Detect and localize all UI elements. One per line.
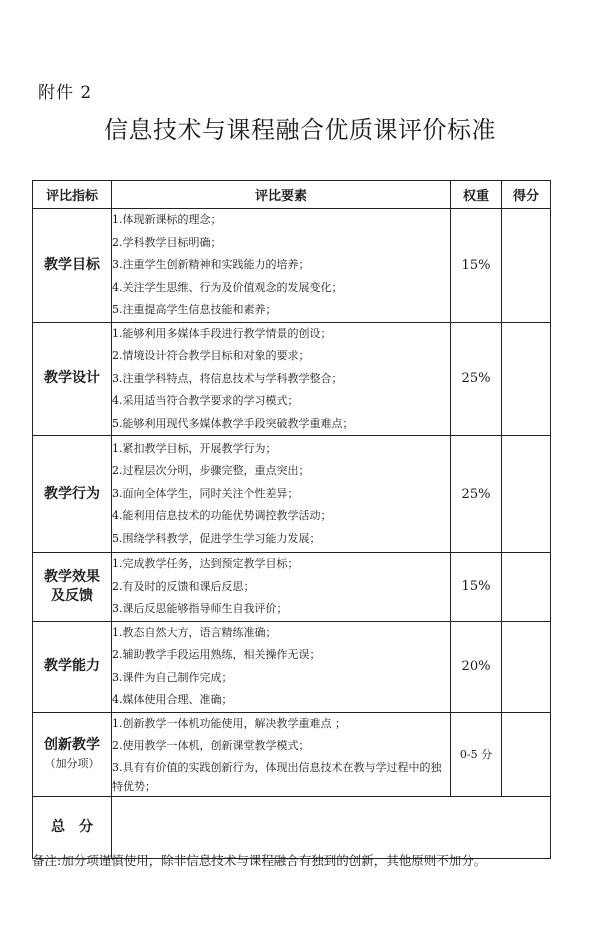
table-row [33,436,551,553]
elements-cell [112,553,451,622]
table-row [33,553,551,622]
score-cell[interactable] [502,436,551,553]
bonus-tag: （加分项） [44,756,100,770]
table-row [33,621,551,712]
weight-cell: 0-5 分 [451,712,502,796]
elements-cell [112,621,451,712]
element-item: 3.课件为自己制作完成； [112,670,233,684]
elements-cell [112,209,451,323]
weight-cell: 25% [451,436,502,553]
indicator-cell [33,712,112,796]
indicator-cell: 教学能力 [33,621,112,712]
element-item: 5.注重提高学生信息技能和素养； [112,303,277,316]
weight-cell: 20% [451,621,502,712]
elements-cell [112,712,451,796]
element-item: 2.辅助教学手段运用熟练，相关操作无误； [112,648,321,661]
indicator-cell: 教学设计 [33,322,112,436]
page-title: 信息技术与课程融合优质课评价标准 [104,116,496,144]
elements-cell [112,322,451,436]
element-item: 1.完成教学任务，达到预定教学目标； [112,557,299,570]
element-item: 3.面向全体学生，同时关注个性差异； [112,486,299,500]
element-item: 1.创新教学一体机功能使用，解决教学重难点 ； [112,716,346,730]
element-item: 2.有及时的反馈和课后反思； [112,579,255,593]
footnote: 备注:加分项谨慎使用，除非信息技术与课程融合有独到的创新，其他原则不加分。 [32,853,487,868]
element-item: 2.学科教学目标明确； [112,235,222,249]
element-item: 3.注重学科特点，将信息技术与学科教学整合； [112,371,343,385]
table-row [33,322,551,436]
table-row [33,712,551,796]
indicator-cell: 教学效果及反馈 [33,553,112,622]
element-item: 5.能够利用现代多媒体教学手段突破教学重难点； [112,416,354,430]
element-item: 3.注重学生创新精神和实践能力的培养； [112,258,310,271]
score-cell[interactable] [502,322,551,436]
element-item: 1.教态自然大方，语言精练准确； [112,625,277,639]
elements-cell [112,436,451,553]
table-header-row [33,181,551,209]
element-item: 2.情境设计符合教学目标和对象的要求； [112,349,310,362]
element-item: 5.围绕学科教学，促进学生学习能力发展； [112,531,321,545]
indicator-cell: 教学行为 [33,436,112,553]
evaluation-table [32,180,551,859]
element-item: 3.课后反思能够指导师生自我评价； [112,602,288,615]
table-row [33,209,551,323]
element-item: 1.紧扣教学目标，开展教学行为； [112,441,277,455]
total-row [33,796,551,858]
element-item: 4.能利用信息技术的功能优势调控教学活动； [112,509,332,523]
attachment-label: 附件 2 [38,83,93,103]
total-value-cell[interactable] [112,796,551,858]
element-item: 4.采用适当符合教学要求的学习模式； [112,394,299,407]
indicator-cell: 教学目标 [33,209,112,323]
total-label: 总分 [51,818,107,835]
indicator-label: 创新教学 [44,736,100,753]
element-item: 4.媒体使用合理、准确； [112,693,233,706]
header-score: 得分 [502,181,551,209]
weight-cell: 25% [451,322,502,436]
weight-cell: 15% [451,553,502,622]
score-cell[interactable] [502,553,551,622]
element-item: 1.能够利用多媒体手段进行教学情景的创设； [112,326,332,340]
header-indicator: 评比指标 [33,181,112,209]
header-weight: 权重 [451,181,502,209]
score-cell[interactable] [502,621,551,712]
score-cell[interactable] [502,712,551,796]
element-item: 2.过程层次分明，步骤完整，重点突出； [112,464,310,478]
header-elements: 评比要素 [112,181,451,209]
element-item: 3.具有有价值的实践创新行为，体现出信息技术在教与学过程中的独特优势； [112,760,442,793]
total-label-cell [33,796,112,858]
element-item: 2.使用教学一体机，创新课堂教学模式； [112,739,310,752]
element-item: 1.体现新课标的理念； [112,213,222,226]
score-cell[interactable] [502,209,551,323]
element-item: 4.关注学生思维、行为及价值观念的发展变化； [112,280,343,294]
weight-cell: 15% [451,209,502,323]
